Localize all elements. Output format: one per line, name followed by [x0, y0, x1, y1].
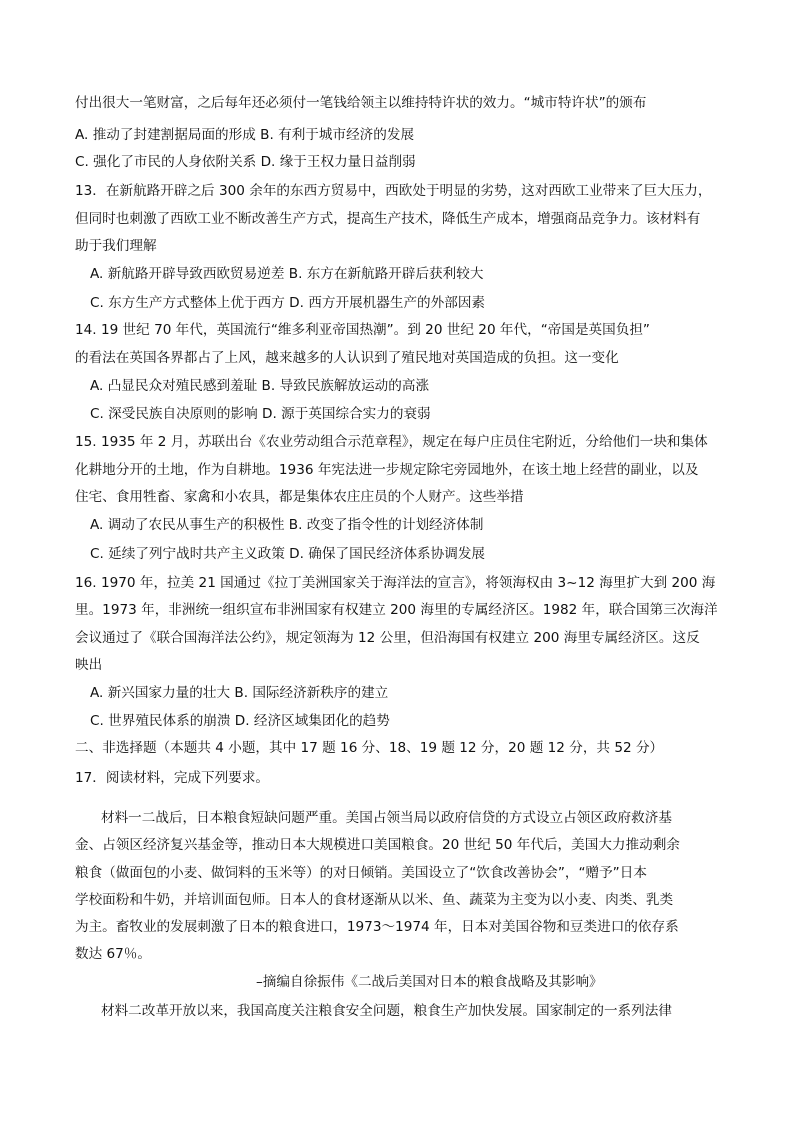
q14-stem-1: 14. 19 世纪 70 年代，英国流行“维多利亚帝国热潮”。到 20 世纪 20 年代，“帝国是英国负担”: [75, 322, 650, 338]
q15-options-ab: A. 调动了农民从事生产的积极性 B. 改变了指令性的计划经济体制: [90, 517, 484, 533]
q15-stem-1: 15. 1935 年 2 月，苏联出台《农业劳动组合示范章程》，规定在每户庄员住宅附近，分给他们一块和集体: [75, 434, 708, 450]
q16-options-cd: C. 世界殖民体系的崩溃 D. 经济区域集团化的趋势: [90, 713, 390, 729]
q15-stem-3: 住宅、食用牲畜、家禽和小农具，都是集体农庄庄员的个人财产。这些举措: [75, 489, 524, 505]
q14-stem-2: 的看法在英国各界都占了上风，越来越多的人认识到了殖民地对英国造成的负担。这一变化: [75, 350, 619, 366]
q14-options-cd: C. 深受民族自决原则的影响 D. 源于英国综合实力的衰弱: [90, 406, 431, 422]
q16-stem-1: 16. 1970 年，拉美 21 国通过《拉丁美洲国家关于海洋法的宣言》，将领海权由 3~12 海里扩大到 200 海: [75, 575, 716, 591]
q17-instruction: 17．阅读材料，完成下列要求。: [75, 770, 270, 786]
material-two-1: 材料二改革开放以来，我国高度关注粮食安全问题，粮食生产加快发展。国家制定的一系列法律: [101, 1003, 672, 1019]
q12-options-cd: C. 强化了市民的人身依附关系 D. 缘于王权力量日益削弱: [75, 154, 416, 170]
material-one-6: 数达 67％。: [75, 946, 151, 962]
material-one-3: 粮食（做面包的小麦、做饲料的玉米等）的对日倾销。美国设立了“饮食改善协会”，“赠予”日本: [75, 865, 647, 881]
q13-stem-3: 助于我们理解: [75, 238, 157, 254]
q13-stem-1: 13．在新航路开辟之后 300 余年的东西方贸易中，西欧处于明显的劣势，这对西欧工业带来了巨大压力，: [75, 183, 712, 199]
q12-stem-tail: 付出很大一笔财富，之后每年还必须付一笔钱给领主以维持特许状的效力。“城市特许状”的颁布: [75, 95, 647, 111]
material-one-2: 金、占领区经济复兴基金等，推动日本大规模进口美国粮食。20 世纪 50 年代后，美国大力推动剩余: [75, 837, 680, 853]
q12-options-ab: A. 推动了封建割据局面的形成 B. 有利于城市经济的发展: [75, 127, 415, 143]
material-one-1: 材料一二战后，日本粮食短缺问题严重。美国占领当局以政府信贷的方式设立占领区政府救济基: [101, 810, 672, 826]
q16-options-ab: A. 新兴国家力量的壮大 B. 国际经济新秩序的建立: [90, 685, 389, 701]
material-one-source: –摘编自徐振伟《二战后美国对日本的粮食战略及其影响》: [256, 974, 603, 990]
q15-stem-2: 化耕地分开的土地，作为自耕地。1936 年宪法进一步规定除宅旁园地外，在该土地上经营的副业，以及: [75, 462, 699, 478]
q15-options-cd: C. 延续了列宁战时共产主义政策 D. 确保了国民经济体系协调发展: [90, 546, 485, 562]
material-one-4: 学校面粉和牛奶，并培训面包师。日本人的食材逐渐从以米、鱼、蔬菜为主变为以小麦、肉类、乳类: [75, 892, 674, 908]
material-one-5: 为主。畜牧业的发展刺激了日本的粮食进口，1973～1974 年，日本对美国谷物和豆类进口的依存系: [75, 919, 679, 935]
q14-options-ab: A. 凸显民众对殖民感到羞耻 B. 导致民族解放运动的高涨: [90, 378, 430, 394]
q16-stem-3: 会议通过了《联合国海洋法公约》，规定领海为 12 公里，但沿海国有权建立 200 海里专属经济区。这反: [75, 630, 700, 646]
q13-options-ab: A. 新航路开辟导致西欧贸易逆差 B. 东方在新航路开辟后获利较大: [90, 266, 484, 282]
section-two-heading: 二、非选择题（本题共 4 小题，其中 17 题 16 分、18、19 题 12 分，20 题 12 分，共 52 分）: [75, 740, 664, 756]
q16-stem-2: 里。1973 年，非洲统一组织宣布非洲国家有权建立 200 海里的专属经济区。1982 年，联合国第三次海洋: [75, 602, 718, 618]
q13-stem-2: 但同时也刺激了西欧工业不断改善生产方式，提高生产技术，降低生产成本，增强商品竞争力。该材料有: [75, 211, 701, 227]
q13-options-cd: C. 东方生产方式整体上优于西方 D. 西方开展机器生产的外部因素: [90, 295, 485, 311]
q16-stem-4: 映出: [75, 657, 103, 673]
